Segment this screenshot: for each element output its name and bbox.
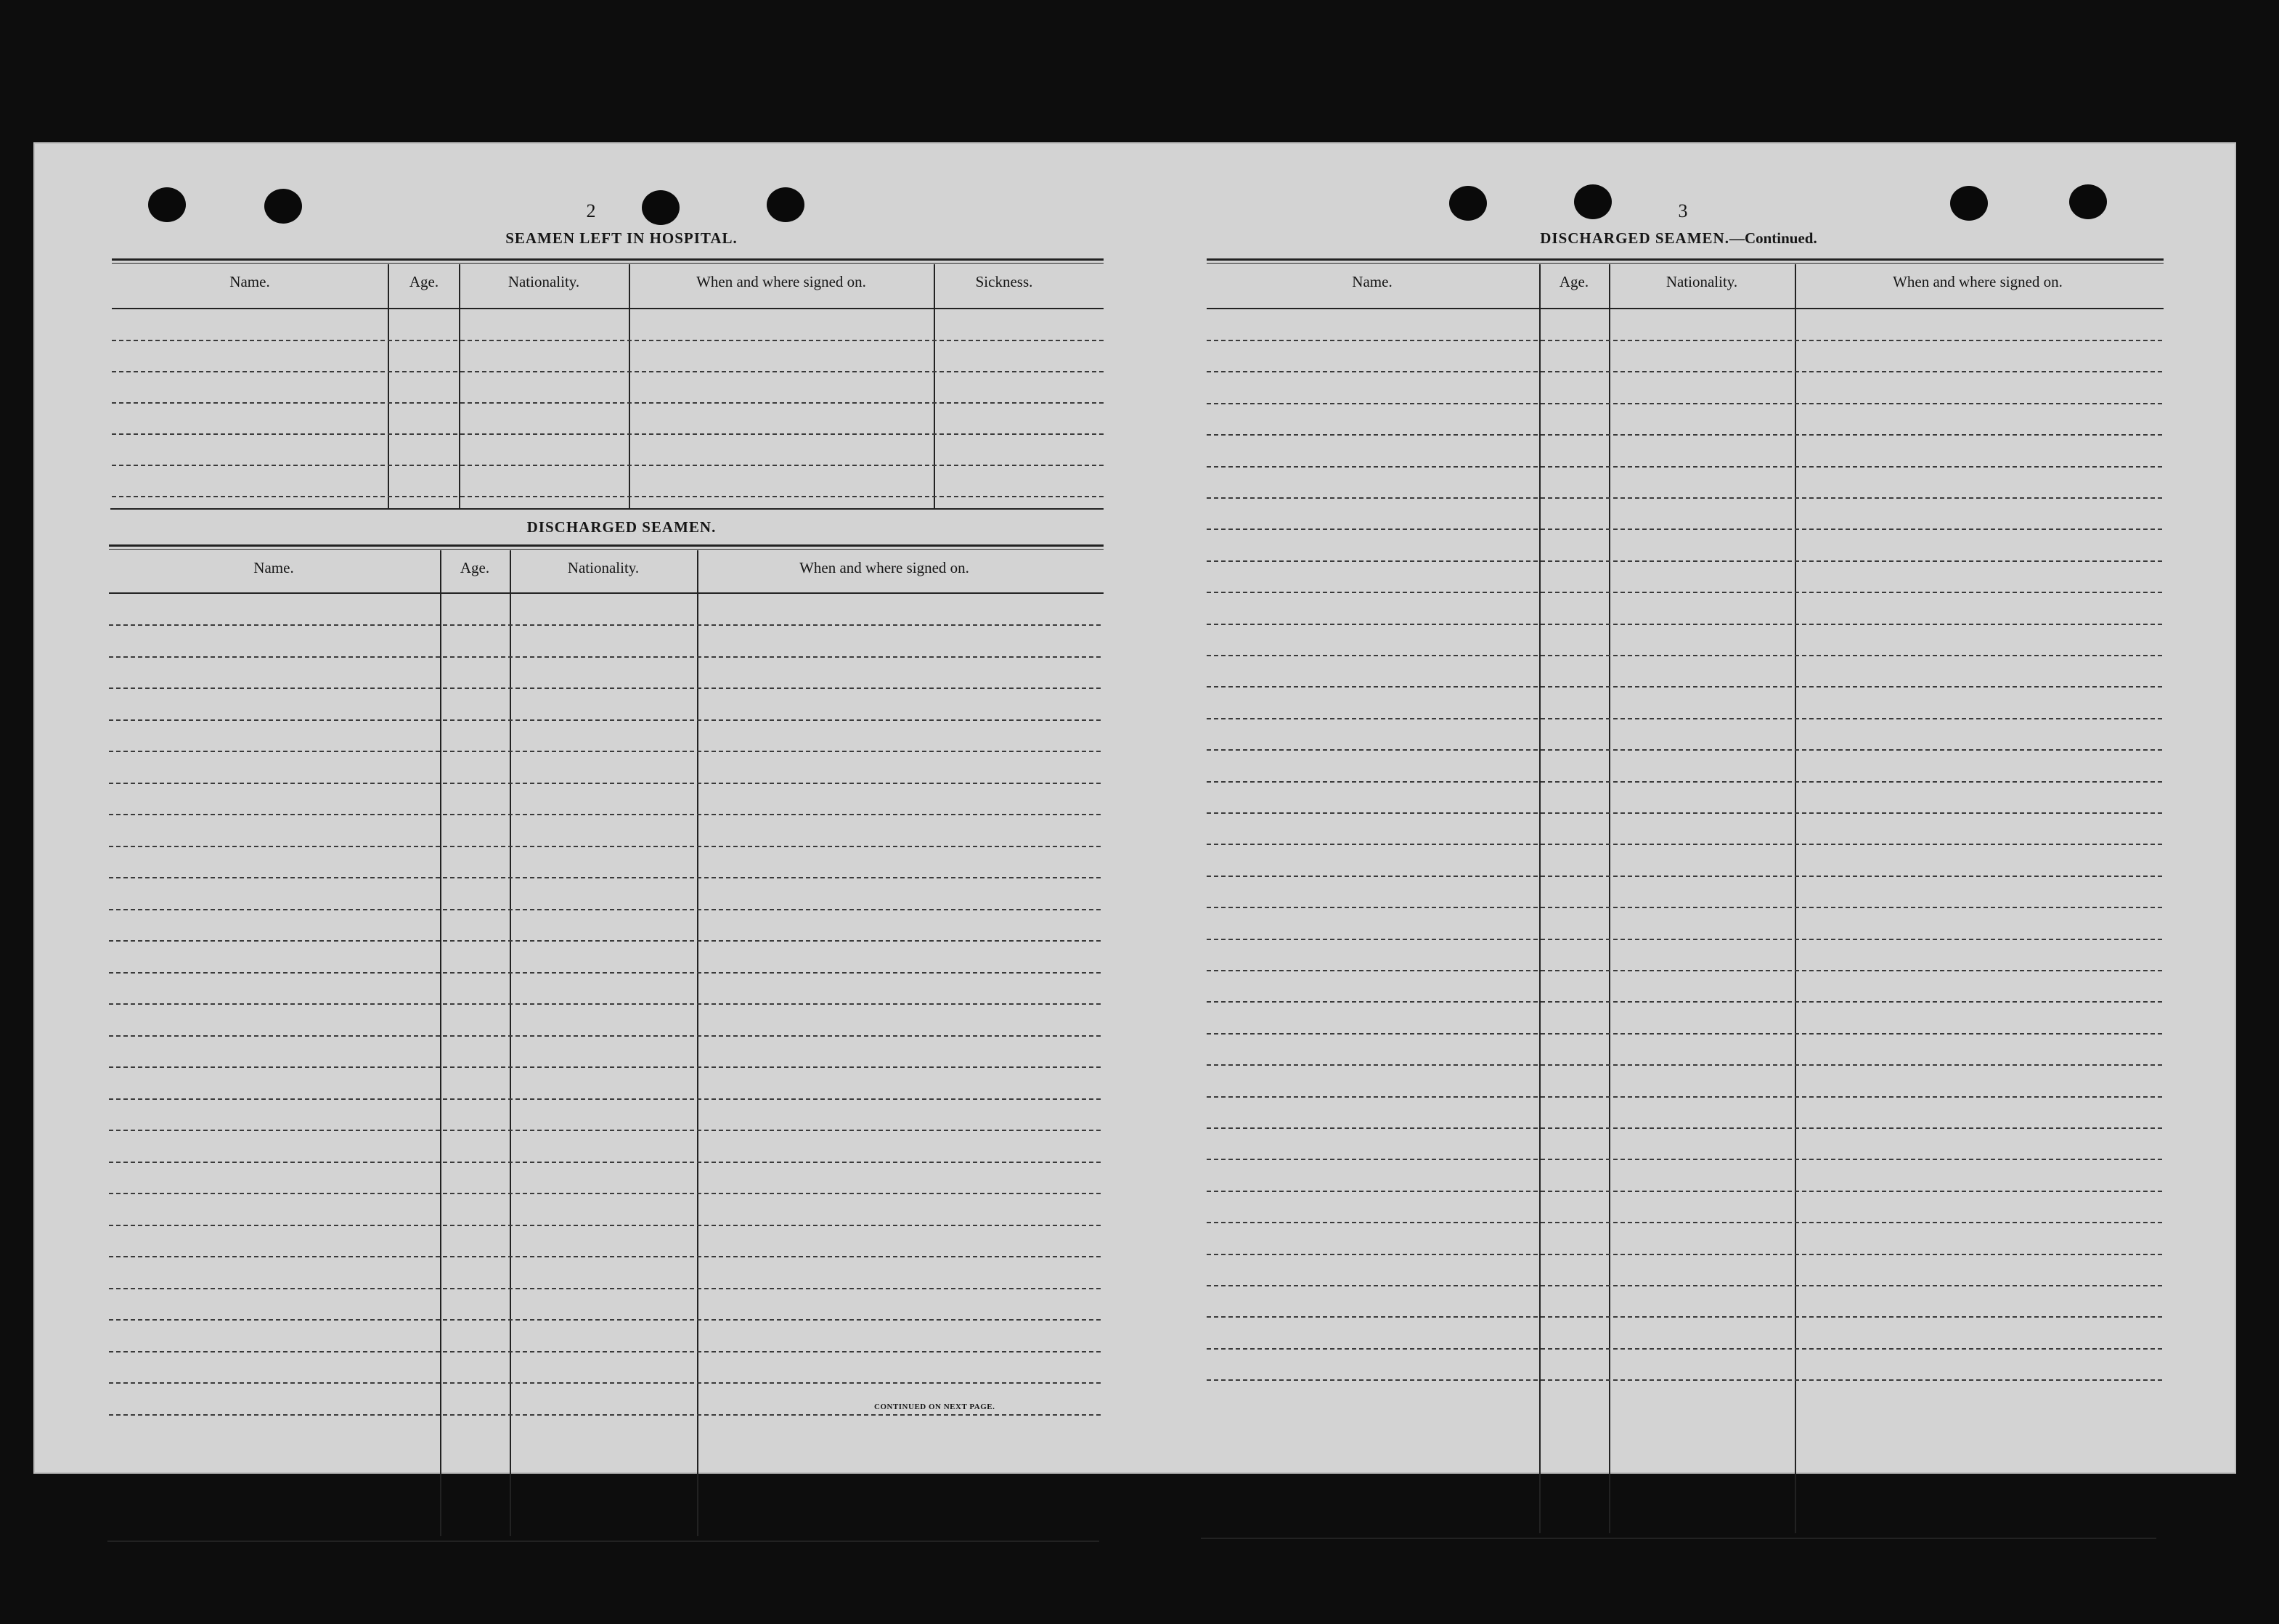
- ruled-row-line: [109, 1382, 1101, 1384]
- discharged-header-top-rule-left: [109, 544, 1104, 550]
- punch-hole-icon: [148, 187, 186, 222]
- discharged-col-divider-left: [440, 550, 441, 1536]
- ruled-row-line: [1207, 497, 2162, 499]
- ruled-row-line: [109, 1162, 1101, 1163]
- hospital-header-top-rule: [112, 258, 1104, 264]
- ruled-row-line: [109, 814, 1101, 815]
- ruled-row-line: [112, 496, 1104, 497]
- discharged-header-bottom-rule-right: [1207, 308, 2164, 309]
- ruled-row-line: [1207, 844, 2162, 845]
- ruled-row-line: [1207, 529, 2162, 530]
- ruled-row-line: [109, 1193, 1101, 1194]
- ruled-row-line: [1207, 1285, 2162, 1286]
- ruled-row-line: [112, 371, 1104, 372]
- ruled-row-line: [109, 1098, 1101, 1100]
- ruled-row-line: [1207, 1222, 2162, 1223]
- punch-hole-icon: [1950, 186, 1988, 221]
- hospital-col-divider: [459, 264, 460, 508]
- hospital-header-bottom-rule: [112, 308, 1104, 309]
- ruled-row-line: [1207, 560, 2162, 562]
- discharged-col-nationality-left: Nationality.: [567, 559, 640, 576]
- discharged-col-when-where-left: When and where signed on.: [799, 559, 969, 576]
- ruled-row-line: [1207, 781, 2162, 783]
- ruled-row-line: [109, 972, 1101, 974]
- ruled-row-line: [1207, 749, 2162, 751]
- continued-footnote: CONTINUED ON NEXT PAGE.: [874, 1403, 995, 1411]
- ruled-row-line: [109, 877, 1101, 878]
- discharged-col-divider-right: [1539, 264, 1541, 1533]
- ruled-row-line: [109, 1130, 1101, 1131]
- ruled-row-line: [1207, 1001, 2162, 1003]
- punch-hole-icon: [2069, 184, 2107, 219]
- discharged-header-bottom-rule-left: [109, 592, 1104, 594]
- discharged-header-top-rule-right: [1207, 258, 2164, 264]
- ruled-row-line: [1207, 686, 2162, 687]
- ruled-row-line: [109, 624, 1101, 626]
- page-number-right: 3: [1678, 200, 1688, 221]
- ruled-row-line: [109, 940, 1101, 942]
- punch-hole-icon: [642, 190, 680, 225]
- ruled-row-line: [109, 656, 1101, 658]
- ruled-row-line: [1207, 466, 2162, 468]
- discharged-col-name-left: Name.: [253, 559, 294, 576]
- discharged-col-divider-right: [1795, 264, 1796, 1533]
- discharged-title-right-suffix: —Continued.: [1729, 229, 1817, 247]
- discharged-col-divider-right: [1609, 264, 1610, 1533]
- ruled-row-line: [109, 1288, 1101, 1289]
- hospital-col-when-where: When and where signed on.: [696, 273, 866, 290]
- discharged-col-nationality-right: Nationality.: [1666, 273, 1738, 290]
- punch-hole-icon: [767, 187, 804, 222]
- ruled-row-line: [1207, 718, 2162, 719]
- ruled-row-line: [109, 1225, 1101, 1226]
- ruled-row-line: [1207, 1127, 2162, 1129]
- ruled-row-line: [1207, 939, 2162, 940]
- discharged-section-title-left: DISCHARGED SEAMEN.: [526, 518, 717, 536]
- ruled-row-line: [1207, 970, 2162, 971]
- discharged-bottom-rule-right: [1201, 1538, 2156, 1539]
- ruled-row-line: [1207, 876, 2162, 877]
- page-number-left: 2: [586, 200, 596, 221]
- ruled-row-line: [109, 1035, 1101, 1037]
- hospital-col-divider: [629, 264, 630, 508]
- discharged-title-right-text: DISCHARGED SEAMEN.: [1540, 229, 1729, 247]
- ruled-row-line: [1207, 1159, 2162, 1160]
- hospital-col-divider: [388, 264, 389, 508]
- ruled-row-line: [109, 1414, 1101, 1416]
- discharged-section-title-right: [1475, 229, 1882, 248]
- ruled-row-line: [1207, 434, 2162, 436]
- discharged-col-divider-left: [510, 550, 511, 1536]
- ruled-row-line: [112, 340, 1104, 341]
- ruled-row-line: [109, 1256, 1101, 1257]
- ruled-row-line: [112, 465, 1104, 466]
- ruled-row-line: [109, 1351, 1101, 1352]
- form-sheet: [33, 142, 2236, 1474]
- hospital-section-title: SEAMEN LEFT IN HOSPITAL.: [505, 229, 738, 247]
- ruled-row-line: [1207, 1254, 2162, 1255]
- discharged-col-name-right: Name.: [1352, 273, 1393, 290]
- ruled-row-line: [1207, 403, 2162, 404]
- ruled-row-line: [109, 687, 1101, 689]
- ruled-row-line: [109, 846, 1101, 847]
- hospital-col-name: Name.: [229, 273, 270, 290]
- hospital-col-age: Age.: [409, 273, 439, 290]
- ruled-row-line: [1207, 1096, 2162, 1098]
- hospital-bottom-rule: [110, 508, 1104, 510]
- discharged-bottom-rule-left: [107, 1541, 1099, 1542]
- discharged-col-age-right: Age.: [1559, 273, 1589, 290]
- ruled-row-line: [109, 1319, 1101, 1321]
- punch-hole-icon: [1574, 184, 1612, 219]
- ruled-row-line: [112, 402, 1104, 404]
- ruled-row-line: [1207, 1191, 2162, 1192]
- ruled-row-line: [109, 751, 1101, 752]
- ruled-row-line: [109, 719, 1101, 721]
- ruled-row-line: [109, 1066, 1101, 1068]
- ruled-row-line: [109, 909, 1101, 910]
- ruled-row-line: [1207, 812, 2162, 814]
- ruled-row-line: [1207, 655, 2162, 656]
- punch-hole-icon: [264, 189, 302, 224]
- ruled-row-line: [1207, 371, 2162, 372]
- discharged-col-divider-left: [697, 550, 698, 1536]
- punch-hole-icon: [1449, 186, 1487, 221]
- ruled-row-line: [1207, 624, 2162, 625]
- ruled-row-line: [1207, 592, 2162, 593]
- ruled-row-line: [1207, 907, 2162, 908]
- ruled-row-line: [112, 433, 1104, 435]
- ruled-row-line: [109, 783, 1101, 784]
- ruled-row-line: [1207, 1033, 2162, 1035]
- hospital-col-divider: [934, 264, 935, 508]
- hospital-col-nationality: Nationality.: [507, 273, 580, 290]
- ruled-row-line: [1207, 1064, 2162, 1066]
- hospital-col-sickness: Sickness.: [975, 273, 1033, 290]
- ruled-row-line: [1207, 1348, 2162, 1350]
- discharged-col-when-where-right: When and where signed on.: [1893, 273, 2063, 290]
- ruled-row-line: [1207, 340, 2162, 341]
- ruled-row-line: [1207, 1379, 2162, 1381]
- discharged-col-age-left: Age.: [460, 559, 490, 576]
- ruled-row-line: [109, 1003, 1101, 1005]
- ruled-row-line: [1207, 1316, 2162, 1318]
